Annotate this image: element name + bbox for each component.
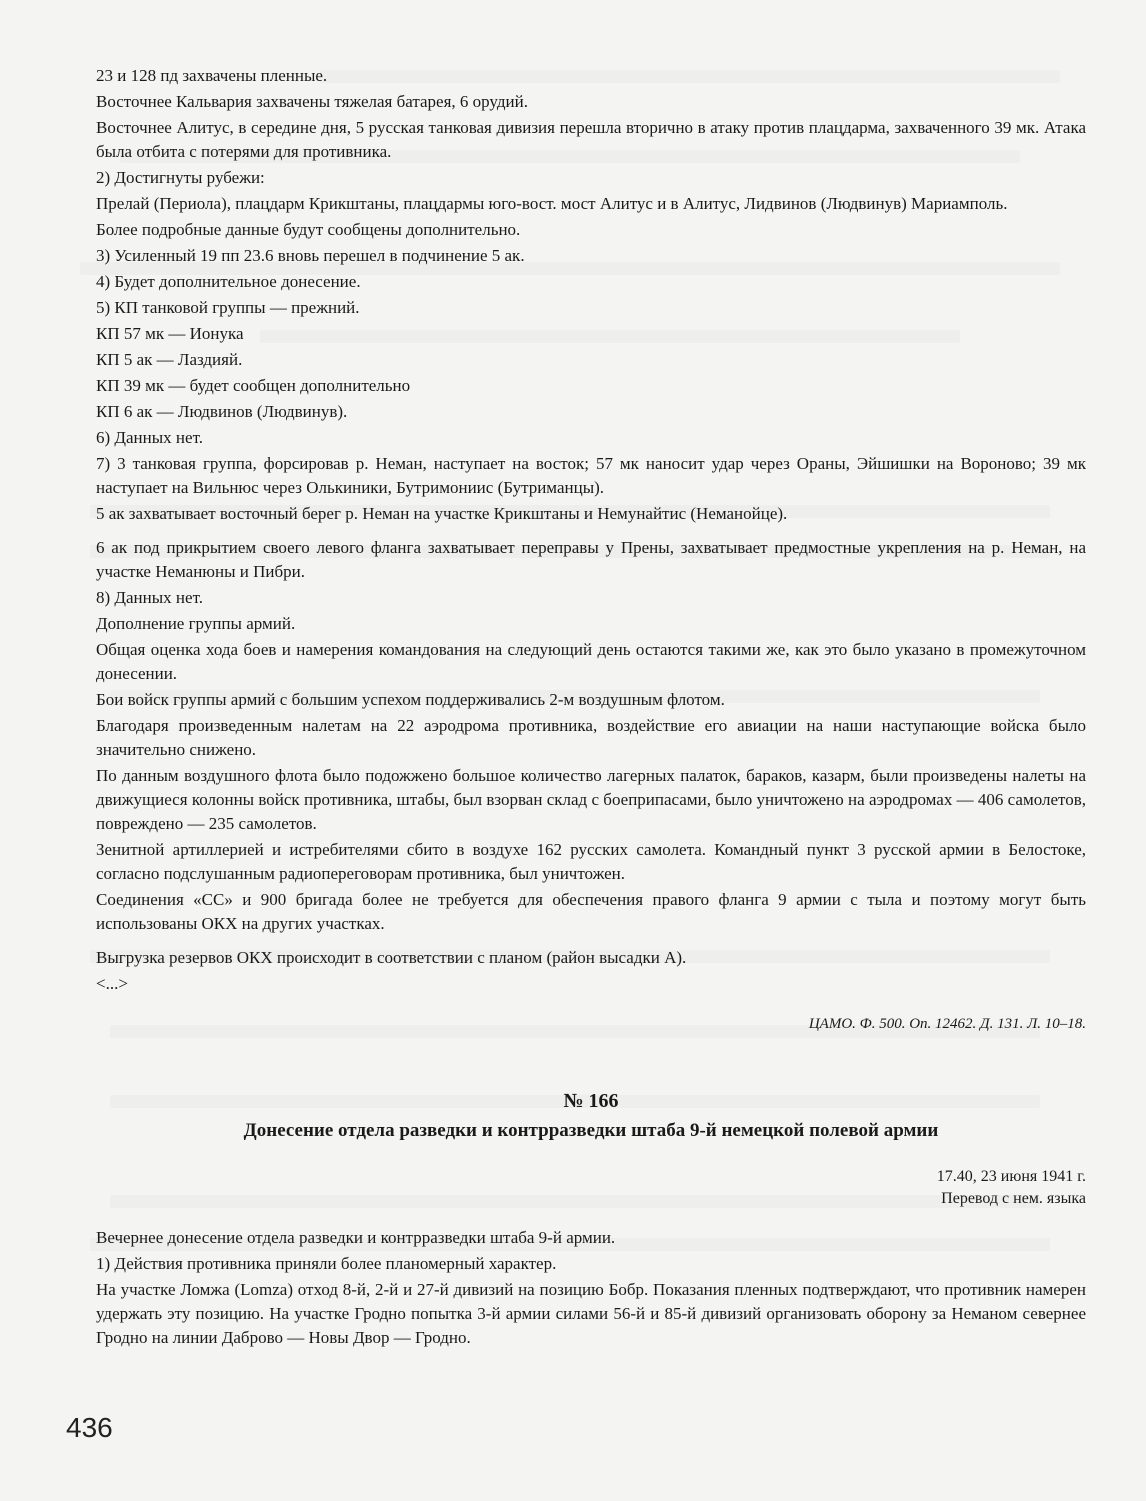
document-number: № 166 xyxy=(563,1090,619,1112)
document-paragraph-lomza-sector: На участке Ломжа (Lomza) отход 8-й, 2-й и 27-й дивизий на позицию Бобр. Показания пленных подтверждают, что противник намерен удержать эту позицию. На участке Гродно попытка 3-й армии силами 56-й и 85-й дивизий организовать оборону за Неманом севернее Гродно на линии Даброво — Новы Двор — Гродно. xyxy=(96,1280,1086,1347)
page-number: 436 xyxy=(66,1412,113,1443)
paragraph-air-fleet-support: Бои войск группы армий с большим успехом поддерживались 2-м воздушным флотом. xyxy=(96,690,725,709)
paragraph-anti-aircraft-results: Зенитной артиллерией и истребителями сбито в воздухе 162 русских самолета. Командный пункт 3 русской армии в Белостоке, согласно подслушанным радиопереговорам противника, был уничтожен. xyxy=(96,840,1086,883)
paragraph-kalvaria-battery: Восточнее Кальвария захвачены тяжелая батарея, 6 орудий. xyxy=(96,92,528,111)
paragraph-omission-mark: <...> xyxy=(96,974,128,993)
paragraph-6-ak-crossings: 6 ак под прикрытием своего левого фланга захватывает переправы у Прены, захватывает предмостные укрепления на р. Неман, на участке Неманюны и Пибри. xyxy=(96,538,1086,581)
page-body xyxy=(96,64,1086,1352)
paragraph-lines-reached: Прелай (Периола), плацдарм Крикштаны, плацдармы юго-вост. мост Алитус и в Алитус, Лидвинов (Людвинув) Мариамполь. xyxy=(96,194,1008,213)
paragraph-item-6: 6) Данных нет. xyxy=(96,428,203,447)
paragraph-item-7: 7) 3 танковая группа, форсировав р. Неман, наступает на восток; 57 мк наносит удар через Ораны, Эйшишки на Вороново; 39 мк наступает на Вильнюс через Олькиники, Бутримониис (Бутриманцы). xyxy=(96,454,1086,497)
paragraph-cp-6: КП 6 ак — Людвинов (Людвинув). xyxy=(96,402,348,421)
paragraph-ss-units: Соединения «СС» и 900 бригада более не требуется для обеспечения правого фланга 9 армии с тыла и поэтому могут быть использованы ОКХ на других участках. xyxy=(96,890,1086,933)
paragraph-lines-reached-heading: 2) Достигнуты рубежи: xyxy=(96,168,265,187)
paragraph-item-3: 3) Усиленный 19 пп 23.6 вновь перешел в подчинение 5 ак. xyxy=(96,246,525,265)
document-title: Донесение отдела разведки и контрразведки штаба 9-й немецкой полевой армии xyxy=(243,1120,939,1141)
paragraph-cp-5: КП 5 ак — Лаздияй. xyxy=(96,350,243,369)
archive-source-citation: ЦАМО. Ф. 500. Оп. 12462. Д. 131. Л. 10–18. xyxy=(808,1016,1086,1032)
paragraph-details-later: Более подробные данные будут сообщены дополнительно. xyxy=(96,220,521,239)
paragraph-item-5: 5) КП танковой группы — прежний. xyxy=(96,298,360,317)
paragraph-captured-prisoners: 23 и 128 пд захвачены пленные. xyxy=(96,66,328,85)
paragraph-air-fleet-results: По данным воздушного флота было подожжено большое количество лагерных палаток, бараков, казарм, были произведены налеты на движущиеся колонны войск противника, штабы, был взорван склад с боеприпасами, было уничтожено на аэродромах — 406 самолетов, повреждено — 235 самолетов. xyxy=(96,766,1086,833)
document-spacer xyxy=(96,1210,1086,1226)
document-paragraph-enemy-actions: 1) Действия противника приняли более планомерный характер. xyxy=(96,1254,557,1273)
paragraph-cp-57: КП 57 мк — Ионука xyxy=(96,324,244,343)
paragraph-item-8: 8) Данных нет. xyxy=(96,588,203,607)
paragraph-okh-reserves: Выгрузка резервов ОКХ происходит в соответствии с планом (район высадки А). xyxy=(96,948,687,967)
paragraph-cp-39: КП 39 мк — будет сообщен дополнительно xyxy=(96,376,411,395)
translation-note: Перевод с нем. языка xyxy=(941,1190,1086,1207)
paragraph-5-ak-bank: 5 ак захватывает восточный берег р. Неман на участке Крикштаны и Немунайтис (Неманойце). xyxy=(96,504,788,523)
document-paragraph-evening-report: Вечернее донесение отдела разведки и контрразведки штаба 9-й армии. xyxy=(96,1228,616,1247)
paragraph-airfield-raids: Благодаря произведенным налетам на 22 аэродрома противника, воздействие его авиации на наши наступающие войска было значительно снижено. xyxy=(96,716,1086,759)
document-date: 17.40, 23 июня 1941 г. xyxy=(936,1168,1086,1185)
paragraph-item-4: 4) Будет дополнительное донесение. xyxy=(96,272,361,291)
paragraph-army-group-addendum: Дополнение группы армий. xyxy=(96,614,296,633)
paragraph-general-assessment: Общая оценка хода боев и намерения командования на следующий день остаются такими же, как это было указано в промежуточном донесении. xyxy=(96,640,1086,683)
paragraph-alitus-attack: Восточнее Алитус, в середине дня, 5 русская танковая дивизия перешла вторично в атаку против плацдарма, захваченного 39 мк. Атака была отбита с потерями для противника. xyxy=(96,118,1086,161)
